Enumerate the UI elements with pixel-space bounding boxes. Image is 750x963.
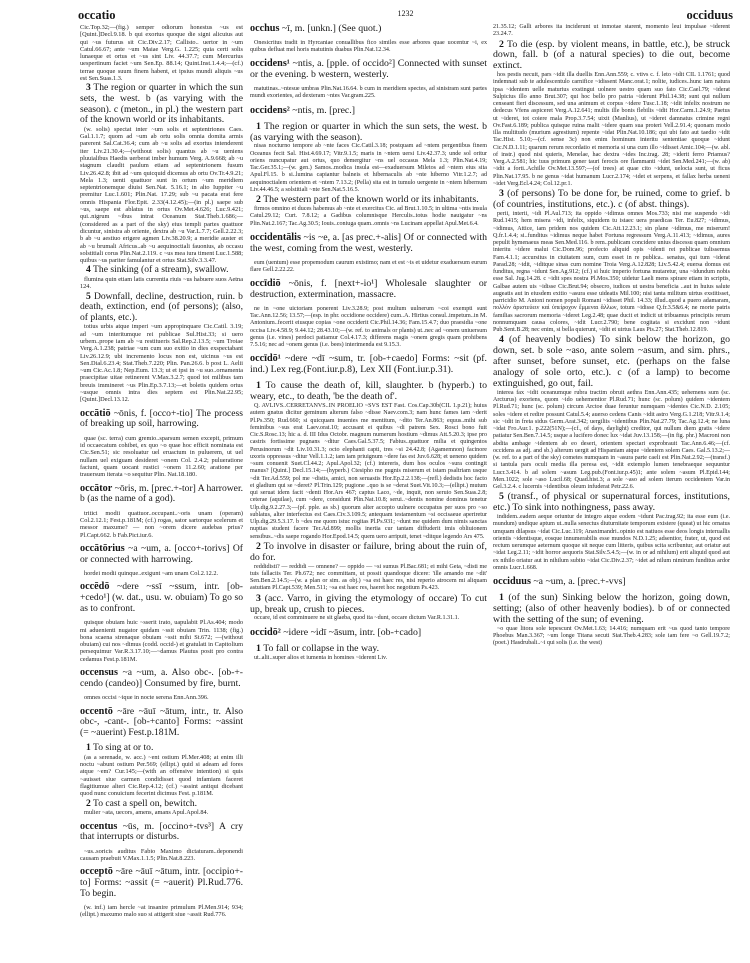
column-left (80, 24, 243, 919)
entry-grammar: ~ōnis, f. [occo+-tio] The process of breaking up soil, harrowing. (80, 407, 243, 430)
entry-grammar: ~ntis, a. [pple. of occido²] Connected with sunset or the evening. b western, westerly. (250, 58, 487, 81)
citation-block: ~us..soricis auditus Fabio Maximo dictaturam..deponendi causam praebuit V.Max.1.1.5; Plin.Nat.8.223. (80, 847, 243, 863)
sense-number: 2 (256, 194, 261, 206)
sense-text: (acc. Varro, in giving the etymology of occare) To cut up, break up, crush to pieces. (250, 592, 487, 615)
sense-definition (80, 292, 243, 324)
headword: occentō (80, 705, 113, 717)
sense-definition (250, 381, 487, 403)
sense-definition (250, 542, 487, 564)
entry-grammar: ~ōnis, f. [next+-io¹] Wholesale slaughter or destruction, extermination, massacre. (250, 278, 487, 301)
sense-definition (493, 189, 730, 211)
entry-grammar: ~ōris, m. [prec.+-tor] A harrower. b (as the name of a god). (80, 482, 244, 505)
sense-number: 2 (256, 540, 261, 552)
sense-definition (250, 122, 487, 144)
sense-definition (493, 593, 730, 626)
sense-definition (493, 335, 730, 390)
citation-block: tritici modii quattuor..occupant..~oris unam (operam) Col.2.12.1; Fest.p.181M; (cf.) rogas, sator sartorque scelerum et messor maxume? — non ~orem dicere audebas prius? Pl.Capt.662. b Fab.Pict.iur.6. (80, 509, 243, 539)
citation-block: quae (sc. terra) cum gremio..sparsum semen excepit, primum id occaecatum cohibet, ex quo ~o quae hoc efficit nominata est Cic.Sen.51; sic resoluatur uel eruactum in puluerem, ut uel nullam uel exiguam desideret ~onem Col. 2.4.2; pulueratione faciunt, quam uocant rustici ~onem 11.2.60; aratione per trauersum iterata ~o sequitur Plin. Nat.18.180. (80, 434, 243, 479)
citation-block: omnes occisi ~ique in nocte serena Enn.Ann.396. (84, 694, 209, 702)
running-head (78, 8, 733, 22)
right-guideword: occiduus (686, 8, 733, 22)
headword: occīdō¹ (250, 353, 281, 365)
headword: occātōrius (80, 542, 125, 554)
sense-text: To fall or collapse in the way. (263, 642, 380, 654)
headword: occhus (250, 23, 280, 34)
headword: occeptō (80, 866, 113, 878)
sense-definition (493, 492, 730, 514)
sense-text: To sing at or to. (93, 742, 154, 754)
entry-grammar: ~ntis, m. [prec.] (289, 104, 355, 116)
citation-block: (as a serenade, w. acc.) ~ent ostium Pl.Mer.408; at enim illi noctu ~abunt ostium Per.569; (ellipt.) quid si adeam ad fores atque ~em? Cur.145;—(with an offensive intention) si quis ~auisset siue carmen condidisset quod infamiam faceret flagitiumue alteri Cic.Rep.4.12; (cf.) ~assint antiqui dicebant quod nunc conuicium fecerint dicimus Fest. p.181M. (80, 753, 243, 798)
sense-number: 1 (86, 742, 91, 754)
headword: occidentālis (250, 231, 301, 243)
sense-number: 1 (499, 592, 504, 604)
citation-block: perii, interii, ~idi Pl.Aul.713; ita oppido ~idimus omnes Mos.733; nisi me suspendo ~idi Rud.1415; hem misera ~idi, infelix, siquidem tu istaec uera praedicas Ter. Eu.827; ~idimus, ~idimus, Attice, iam pridem nos quidem Cic.Att.12.23.1; sin plane ~idimus, me miserum! Q.fr.1.4.4; si..funditus ~idimus neque habet Fortuna regressum Verg.A.11.413; ~idimus, aures pepulit hymenaeus meas Sen.Med.116. b rem..publicam concidere unius discessu quam omnium interitu ~idere malui Cic.Dom.96; profecto aliquid opis ~identi rei publicae tulissemus Fam.4.1.1; accursitus in ciuitatem sum, cum esset in re publica.. senatus, qui tum ~iderat Parad.28; ~idit, ~iditque sinas cum nomine Troia Verg.A.12.828; Liv.5.42.4; euersa domus est funditus, regna ~idunt Sen.Ag.912; (cf.) si huic imperio fortuna mutaretur, una ~idundum nobis esse Sal. Jug.14.28. c ~idit spes nostra Pl.Mos.350; uidetur Laeli mens spirare etiam in scriptis, Galbae autem uis ~idisse Cic.Brut.94; obsecro, iudices ut uestra beneficia ..aut in huius salute augeatis aut in eiusdem exitio ~asura esse uideatis Mil.100; nisi tanta militum uirtus exstitisset, parricidio M. Antoni nomen populi Romani ~idisset Phil. 14.33; illud..quod a puero adamaram, πολλὸν ἀριστεύειν καὶ ὑπείροχον ἔμμεναι ἄλλων, totum ~idisse Q.fr.3.5&6.4; ne morte patris familias sacrorum memoria ~ideret Leg.2.48; quae ducit et indicit ut tribuamus principiis rerum nonnumquam causa colores, ~idit Lucr.2.790; bene cogitata si excidunt non ~idunt Pub.Sent.B.28; nec enim, si bella quierunt, ~idit et uirtus Laus Pis.27; Stat.Theb.12.819. (493, 211, 730, 334)
dictionary-entry-heading (80, 409, 243, 430)
entry-grammar: ~is ~e, a. [as prec.+-alis] Of or connected with the west, coming from the west, westerly. (250, 231, 487, 254)
left-guideword: occatio (78, 8, 116, 22)
sense-text: (of persons) To be done for, be ruined, come to grief. b (of countries, institutions, etc.). c (of abst. things). (493, 188, 730, 211)
sense-number: 5 (86, 290, 91, 302)
sense-definition (80, 799, 243, 810)
citation-block: eum (uentum) esse propemodum caurum existimo; nam et est ~is et uidetur exaduersum eurum flare Gell.2.22.22. (250, 259, 487, 273)
sense-text: To die (esp. by violent means, in battle, etc.), be struck down, fall. b (of a natural species) to die out, become extinct. (493, 38, 730, 72)
citation-block: hos pestis necuit, pars ~idit illa duellis Enn.Ann.559; c. vtivs c. f. leto ~idit CIL 1.1761; quod indemnati sub te adulescentulo carnifice ~idissent Manc.orat.1; nolite, iudices..hunc iam natura ipsa ~identem uelle maturius exstingui uolnere uestro quam suo fato Cic.Cael.79; ~iderat Sulpicius illo anno Brut.307; qui hoc bello pro patria ~iderunt Phil.14.38; sunt qui nullum censeant fieri discessum, sed una animum et corpus ~idere Tusc.1.18; ~idit infelix nostrum ne dedecus Vfens aspiceret Verg.A.12.641; multis ille bonis flebilis ~idit Hor.Carm.1.24.9; Paetus ut ~ideret, tot coiere mala Prop.3.7.54; uixit (Manlius), ut ~ideret damnatus crimine regni Ov.Fast.6.189; publica quisque ruina malit ~idere quam sua proteri Vell.2.91.4; quonam modo illa multitudo (murium agrestium) repente ~idat Plin.Nat.10.186; qui ubi fato aut taedio ~idit Tac.Hist. 5.10;—(cf. sense 3c) non enim hominum interitu sententiae quoque ~idunt Cic.N.D.1.11; quarum rerum recordatio et memoria si una cum illo ~idisset Amic.104;—(w. abl. of instr.) quod nisi quieris, Menelae, hac dextra ~ides Inc.trag. 28; ~iderit ferro Priamus? Verg.A.2.581; hic tuus primum gener tauri ferocis ore flammanti ~idet Sen.Med.241;—(w. ab) ~idit a forti..Achille Ov.Met.13.597;—(of trees) at quae cito ~idunt, uelocia sunt, ut ficus Plin.Nat.17.95. b ne genus ~idat humanum Lucr.2.174; ~idet et serpens, et fallax herba ueneni ~idet Verg.Ecl.4.24; Col.12.pr.1. (493, 72, 730, 187)
page-number: 1232 (397, 9, 414, 18)
entry-grammar: ~a ~um, a. [prec.+-vvs] (530, 576, 626, 588)
sense-number: 2 (499, 38, 504, 50)
sense-definition (80, 743, 243, 754)
dictionary-entry-heading (250, 106, 487, 117)
dictionary-entry-heading (80, 582, 243, 614)
sense-number: 1 (256, 380, 261, 392)
dictionary-entry-heading (493, 577, 730, 588)
headword: occentus (80, 820, 118, 832)
headword: occidens¹ (250, 58, 290, 70)
sense-number: 3 (499, 188, 504, 200)
citation-block: (w. solis) spectat inter ~um solis et septentriones Caes. Gal.1.1.7; quom ad ~um ab ortu solis omnia domita armis parerent Sal.Cat.36.4; cum ab ~u solis ad exortus intenderent iter Liv.21.30.4;—(without solis) quantus ab ~u ueniens pluuialibus Haedis uerberat imber humum Verg. A.9.668; ab ~u stagnum claudit paulum etiam ad septentrionem fusum Liv.26.42.8; ibit ad ~um quicquid dicemus ab ortu Ov.Tr.4.9.21; Mela 1.3; uenti quattuor sunt in ortum ~um meridiem septentrionemque diuisi Sen.Nat. 5.16.1; in alto Iuppiter ~u premitur Luc.1.601; Plin.Nat. 17.29; sub ~u pacata erat fere omnis Hispania Flor.Epit. 2.33(4.12.45);—(in pl.) saepe sub ~us, saepe est ablatus in ortus Ov.Met.4.626; Luc.9.421; qui..nigrum ~ibus intrat Oceanum Stat.Theb.1.686;—(considered as a part of the sky) eius templi partes quattuor dicuntur, sinistra ab oriente, dextra ab ~u Var.L.7.7; Gell.2.22.3; b ab ~u aestiuo erigere agmen Liv.38.20.9; a meridie auster et ab ~u brumali Africus..ab ~u aequinoctiali fauonius, ab occasu solstitiali corus Plin.Nat.2.119. c ~us mea iura timent Luc.1.588; quibus ~us pariter famulantur et ortus Stat.Silv.3.3.47. (80, 125, 243, 265)
citation-block: Q. AVLIVS..CERRETANVS..IN PROELIO ~SVS EST Fast. Cos.Cap.30b(CIL 1.p.21); huius autem gnatus dicitur geminum alterum falso ~disse Naev.com.3; nam hunc fames iam ~derit Pl.Ps.350; Rud.660; si quicquam inuenies me mentitum, ~dito Ter.An.863; equus..mihi sub feminibus ~sus erat Laev.orat.10; accusant ei quibus ~di patrem Sex. Rosci bono fuit Cic.S.Rosc.13; hic a. d. III Idus Octobr. magnum numerum hostium ~dimus Att.5.20.3; ipse pro castris fortissime pugnans ~ditur Caes.Gal.5.37.5; Fabius..quattuor milia et quingentos Perusinorum ~dit Liv.10.31.3; octo elephanti capti, tres ~si 24.42.8; (Agamemnon) facinore uxoris oppressus ~ditur Vell.1.1.2; iam iam priuignum ~dere fas est Juv.6.628; et ueneno quidem ~sum conuenit Suet.Cl.44.2; Apul.Apol.32; (cf.) intereris, dum hos oculos ~sura contingit manus? [Quint.] Decl.15.14;—(hyperb.) Ctesipho me pugnis miserum et istam psaltriam usque ~dit Ter.Ad.559; pol me ~distis, amici, non seruastis Hor.Ep.2.2.138;—(refl.) dedistis hoc facto ei gladium qui se ~deret? Pl.Trin.129; pugione ..quo is se ~derat Suet.Vit.10.3;—(ellipt.) mutum qui seruat idem facit ~denti Hor.Ars 467; captus Laco, ~de, inquit, non seruio Sen.Suas.2.8; ceterae (aquilae), cum ~dere, considunt Plin.Nat.10.8; serui..~dentis nomine dominus tenetur Ulp.dig.9.2.27.3;—(pf. pple. as sb.) quorum alter accepto uulnere occupatus per suos pro ~so sublatus, alter interfectus est Caes.Civ.3.109.5; antequam testamentum ~si occisaeue aperiretur Ulp.dig.29.5.3.17. b ~des me quom istuc rogitas Pl.Ps.931; ~dunt me quidem dum nimis sanctas nuptias student facere Ter.Ad.899; mollis inertia cur tantam diffuderit imis obliuionem sensibus..~dis saepe rogando Hor.Epod.14.5; quem uero arripuit, tenet ~ditque legendo Ars 475. (250, 403, 487, 540)
sense-number: 3 (256, 592, 261, 604)
citation-block: Cic.Top.32;—(fig.) semper odiorum honestus ~us est [Quint.]Decl.9.18. b qui exortus quoque die signi alicuius aut qui ~us futurus sit Cic.Div.2.17; Callisto.. uertor in ~um Catul.66.67; ante ~um Maiae Verg.G. 1.225; quia certi solis lunaeque et ortus et ~us sint Liv. 44.37.7; cum Mercurius uespertinum faciet ~um Sen.Ep. 88.14; Quint.Inst.1.4.4;—(cf.) terrae quoque suum finem habent, et ipsius mundi aliquis ~us est Sen.Suas.1.3. (80, 24, 243, 83)
dictionary-entry-heading (250, 59, 487, 81)
dictionary-entry-heading (80, 822, 243, 843)
headword: occidō² (250, 626, 281, 638)
sense-number: 2 (86, 797, 91, 809)
sense-text: To involve in disaster or failure, bring about the ruin of, do for. (250, 540, 487, 563)
headword: occātiō (80, 407, 111, 419)
dictionary-entry-heading (80, 707, 243, 739)
citation-block: totius urbis atque imperi ~um appropinquare Cic.Catil. 3.19; ad ~um interitumque rei publicae Sul.Hist.33; si uero urbem..prope iam ab ~u restitueris Sal.Rep.2.13.5; ~um Troiae Verg.A.1.238; patriae ~um cum suo exitio in dies exspectabant Liv.26.12.9; ubi incremento locus non est, uicinus ~us est Sen.Dial.6.23.4; Stat.Theb.7.220; Plin. Pan.26.6. b post L. Aelii ~um Cic.Ac.1.8; Nep.Eum. 13.3; ut et ipsi in ~u suo..ornamenta praecipitae uitae retinerent V.Max.3.2.7; quod tot milibus tam breuis immineret ~us Plin.Ep.3.7.13;—et boletis quidem ortus ~usque omnis intra dies septem est Plin.Nat.22.95; [Quint.]Decl.13.12. (80, 323, 243, 404)
column-middle (250, 24, 487, 662)
sense-number: 1 (256, 642, 261, 654)
sense-text: Downfall, decline, destruction, ruin. b death, extinction, end (of persons); (also, of plants, etc.). (80, 290, 243, 323)
dictionary-entry-heading (250, 233, 487, 255)
dictionary-entry-heading (80, 544, 243, 565)
sense-definition (80, 265, 243, 276)
citation-block: matutinas..~ntesue umbras Plin.Nat.16.64. b cum in meridiem spectes, ad sinistram sunt partes mundi exorientes, ad dexteram ~ntes Var.gram.225. (250, 86, 487, 100)
entry-grammar: ~āre ~āuī ~ātum, intr. [occipio+-to] Forms: ~assit (= ~auerit) Pl.Rud.776. To begin. (80, 866, 243, 899)
sense-definition (493, 40, 730, 73)
dictionary-entry-heading (80, 668, 243, 689)
dictionary-entry-heading (80, 867, 243, 899)
citation-block: occare, id est comminuere ne sit glaeba, quod ita ~dunt, occare dictum Var.R.1.31.1. (254, 615, 460, 622)
headword: occiduus (493, 576, 531, 588)
sense-text: To cause the death of, kill, slaughter. b (hyperb.) to weary, etc., to death, 'be the death of'. (250, 380, 487, 403)
entry-grammar: ~ūs, m. [occino+-tvs³] A cry that interrupts or disturbs. (80, 820, 243, 843)
sense-text: The region or quarter in which the sun sets, the west. b (as varying with the season). c (meton., in pl.) the western part of the known world or its inhabitants. (80, 82, 243, 126)
entry-grammar: ~āre ~āuī ~ātum, intr., tr. Also obc-, -cant-. [ob-+canto] Forms: ~assint (= ~auerint) Fest.p.181M. (80, 705, 243, 738)
headword: occēdō (80, 581, 110, 593)
entry-grammar: ~dere ~ssī ~ssum, intr. [ob-+cedo¹] (w. dat., usu. w. obuiam) To go so as to confront. (80, 581, 243, 614)
citation-block: quisque obuiam huic ~sserit irato, uapulabit Pl.As.404; modo mi aduenienti nugator quidam ~ssit obuiam Trin. 1138; (fig.) bona scaena strenaque obuiam ~ssit mihi St.672; —(without obuiam) cui nos ~dimus (codd. occid-) et gratulati in Capitolium persequimur Var.R.3.17.10;—~damus Plautus posit pro contra cedamus Fest.p.181M. (80, 619, 243, 663)
headword: occensus (80, 667, 118, 679)
entry-grammar: ~idere ~idī ~āsum, intr. [ob-+cado] (280, 626, 422, 638)
entry-grammar: ~ī, m. [unkn.] (See quot.) (279, 23, 382, 34)
sense-definition (250, 644, 487, 655)
sense-definition (80, 83, 243, 125)
sense-text: To cast a spell on, bewitch. (93, 797, 198, 809)
citation-block: ut..alii..super alios et iumenta in homines ~iderent Liv. (254, 654, 388, 661)
citation-block: Onesicritus tradit in Hyrcaniae conuallibus fico similes esse arbores quae uocentur ~i, ex quibus defluat mel horis matutinis duabus Plin.Nat.12.34. (250, 39, 487, 54)
column-right (493, 24, 730, 648)
sense-definition (250, 594, 487, 616)
sense-text: The region or quarter in which the sun sets, the west. b (as varying with the season). (250, 120, 487, 143)
citation-block: firmos omnino et duces habemus ab ~nte et exercitus Cic. ad Brut.1.10.5; in ultima ~ntis insula Catul.29.12; Curt. 7.8.12; a Gadibus columnisque Herculis..totus hodie nauigatur ~ns Plin.Nat.2.167; Tac.Ag.30.5; Iouis..coniuga quam..omnis ~ns Lucinam appellat Apul.Met.6.4. (250, 206, 487, 227)
sense-text: The sinking (of a stream), swallow. (93, 264, 229, 276)
sense-number: 5 (499, 491, 504, 503)
citation-block: flumina quin etiam latis currentia riuis ~us habuere suos Aetna 124. (80, 275, 243, 291)
citation-block: indidem..eadem aeque oriuntur de integro atque eodem ~idunt Pac.trag.92; ita esse eum (i.e. mundum) undique aptum ut..nulla senectus diuturnitate temporum existere (queat) ut hic ornatus umquam dilapsus ~idat Cic.Luc.119; Anaximandri..opinio est natiuos esse deos longis interuallis orientis ~identisque, eosque innumerabilis esse mundos N.D.1.25; adsentior, frater, ut, quod est rectum uerumque aeternum quoque sit neque cum litteris, quibus scita scribuntur, aut oriatur aut ~idat Leg.2.11; ~idit horror aequoris Stat.Silv.5.4.5;—(w. in or ad nihilum) erit aliquid quod aut ex nihilo oriatur aut in nihilum subito ~idat Cic.Div.2.37; ~idet ad nilum nimirum funditus ardor omnis Lucr.1.668. (493, 514, 730, 571)
entry-grammar: ~a ~um, a. [occo+-torivs] Of or connected with harrowing. (80, 542, 243, 565)
sense-number: 4 (499, 334, 504, 346)
sense-text: The western part of the known world or its inhabitants. (263, 194, 479, 206)
dictionary-entry-heading (250, 628, 487, 639)
headword: occīdiō (250, 278, 281, 290)
sense-text: (transf., of physical or supernatural forces, institutions, etc.) To sink into nothingness, pass away. (493, 491, 731, 514)
sense-text: (of the sun) Sinking below the horizon, going down, setting; (also of other heavenly bodies). b of or connected with the setting of the sun; of evening. (493, 592, 731, 625)
dictionary-entry-heading (250, 279, 487, 301)
dictionary-entry-heading (250, 354, 487, 376)
sense-number: 1 (256, 120, 261, 132)
sense-number: 3 (86, 82, 91, 94)
citation-block: ~o quae litora sole tepescunt Ov.Met.1.63; 14.416; numquam erit ~us quod tanto tempore Phoebus Man.3.367; ~um longe Titana secuti Stat.Theb.4.283; sole iam fere ~o Gell.19.7.2; (poet.) Hasdrubali..~i qui solis (i.e. the west) (493, 625, 730, 647)
citation-block: ne in ~one uictoriam ponerent Liv.3.28.9; post multum uulnerum ~coi exempti sunt Tac.Ann.12.56; 13.57;—(esp. in phr. occidione occidere) cum..A. Hirtius consul..impetum..in M. Antonium..fecerit eiusque copias ~one occiderit Cic.Phil.14.36; Fam.15.4.7; duo praesidia ~one occisa Liv.4.58.9; 9.44.12; 28.43.10;—(w. ref. to animals or plants) ut..nec ad ~onem uniuersum genus (i.e. vines) perdoci patiamur Col.4.17.3; differens magis ~onem gregis quam prohibens 7.5.16; nec ad ~onem genus (i.e. bees) interimenda est 9.15.3. (250, 305, 487, 349)
entry-grammar: ~a ~um, a. Also obc-. [ob-+-cendo (candeo)] Consumed by fire, burnt. (80, 667, 243, 689)
citation-block: (w. inf.) iam hercle ~at insanire primulum Pl.Men.914; 934; (ellipt.) maxumo malo suo si attigerit siue ~assit Rud.776. (80, 904, 243, 919)
citation-block: interea fax ~idit oceanumque rubra tractim obruit aethra Enn.Ann.435; uehemens sum (sc. Arcturus) exoriens, quom ~ido uehementior Pl.Rud.71; hunc (sc. polum) quidem ~identem Pl.Rud.71; hunc (sc. polum) circum Arctoe duae feruntur numquam ~identes Cic.N.D. 2.105; soles ~idere et redire possunt Catul.5.4; auerso cedens Canis ~idit astro Verg.G.1.218; Vitr.9.1.4; sic ~idit in freta sidus Germ.Arat.342; uergiliis ~identibus Plin.Nat.27.79; Tac.Ag.12.4; ne luna ~idat Fro.Aur.1. p.222(51N);—(cf., of days, daylight) creditor, qui nullum diem gratis ~idere patiatur Sen.Ben.7.14.5; usque a lucifero donec lux ~idat Juv.13.158;—(in fig. phr.) Macroni non abdita ambage ~identem ab eo deseri, orientem spectari exprobrauit Tac.Ann.6.46;—(cf. occidens as adj. and sb.) alterum uergit ad Hispaniam atque ~identem solem Caes. Gal.5.13.2;—(w. ref. to a part of the sky) cometes numquam in ~asura parte caeli est Plin.Nat.2.92;—(transf.) si tantula pars oculi media illa peresa est, ~idit extemplo lumen tenebraeque sequuntur Lucr.3.414. b ad solem ~asum Leg.pub.(Font.iur.p.45)1; ante solem ~asum Pl.Epid.144; Men.1022; sole ~aso Lucil.68; Quad.hist.3; a sole ~aso ad solem iterum occidentem Var.in Gel.3.2.4. c lucernis ~identibus oleum infuderat Petr.22.6. (493, 389, 730, 491)
dictionary-entry-heading (250, 24, 487, 35)
dictionary-entry-heading (80, 484, 243, 505)
sense-number: 4 (86, 264, 91, 276)
sense-definition (250, 195, 487, 206)
headword: occātor (80, 482, 113, 494)
citation-block: reddidisti? — reddidi — omnene? — oppido — ~si sumus Pl.Bac.681; ei mihi Geta, ~disti me tuis fallaciis Ter. Ph.672; nec committam, ut possit quandoque dicere: 'ille amando me ~dit' Sen.Ben.2.14.5;—(w. a plan or sim. as obj.) ~sa est haec res, nisi reperio atrocem mi aliquam astutiam Pl.Capt.539; Men.511; ~sa est haec res, haeret hoc negotium Ps.423. (250, 563, 487, 592)
citation-block: 21.35.12; Galli arbores ita inciderunt ut inmotae starent, momento leui impulsae ~iderent 23.24.7. (493, 24, 730, 38)
headword: occidens² (250, 104, 290, 116)
citation-block: nisas nocturno tempore ab ~nte faces Cic.Catil.3.18; postquam ad ~ntem pergentibus finem Oceanus fecit Sal. Hist.4.69.17; Vitr.9.1.5; maris in ~ntem uersi Liv.42.37.3; unde sol oritur oriens nuncupatur aut ortus, quo demergitur ~ns uel occasus Mela 1.3; Plin.Nat.4.19; Tac.Ger.35.1;—(w. gen.) Samos..modica insula est—exaduersum Miletos ad ~ntem eius sita Apul.Fl.15. b si..lumina capiantur balneis et hibernaculis ab ~nte hiberno Vitr.1.2.7; ad aequinoctialem orientem et ~ntem 7.13.2; (Pella) sita est in tumulo uergente in ~ntem hibernum Liv.44.46.5; a solstitiali ~nte Sen.Nat.5.16.5. (250, 143, 487, 193)
entry-grammar: ~dere ~dī ~sum, tr. [ob-+caedo] Forms: ~sit (pf. ind.) Lex reg.(Font.iur.p.8), Lex XII (Font.iur.p.31). (250, 353, 487, 376)
citation-block: mulier ~ata, uecors, amens, amans Apul.Apol.84. (84, 809, 209, 817)
sense-text: (of heavenly bodies) To sink below the horizon, go down, set. b sole ~aso, ante solem ~asum, and sim. phrs., after sunset, before sunset, etc. (perhaps on the false analogy of sole orto, etc.). c (of a lamp) to become extinguished, go out, fail. (493, 334, 731, 389)
citation-block: hordei modii quinque..exigunt ~am unam Col.2.12.2. (84, 570, 219, 578)
